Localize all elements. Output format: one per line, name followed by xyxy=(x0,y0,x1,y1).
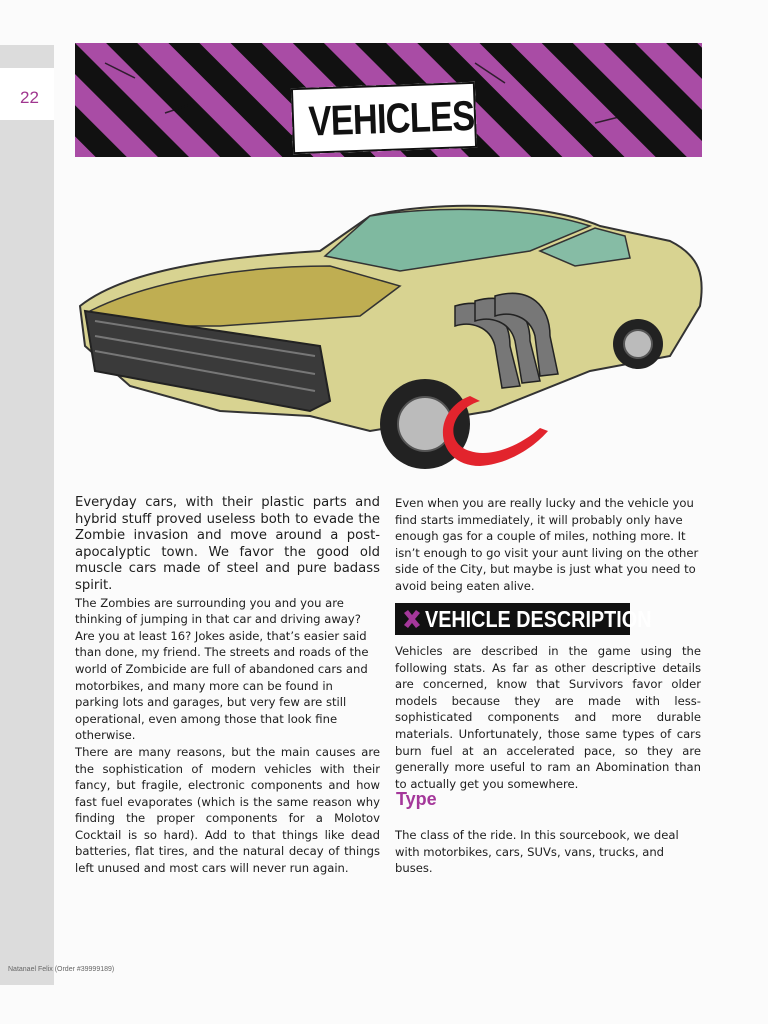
right-column-type xyxy=(395,827,701,877)
body-paragraph: Vehicles are described in the game using the following stats. As far as other descriptive details are concerned, know that Survivors favor older models because they are made with less-sophisticated components and more durable materials. Unfortunately, those same types of cars burn fuel at an accelerated pace, so they are generally more useful to ram an Abomination than to actually get you somewhere. xyxy=(395,644,701,791)
section-heading xyxy=(395,603,652,635)
body-paragraph: There are many reasons, but the main causes are the sophistication of modern vehicles with their fancy, but fragile, electronic components and how fast fuel evaporates (which is the same reason why finding the proper components for a Molotov Cocktail is so hard). Add to that things like dead batteries, flat tires, and the natural decay of things left unused and most cars will never run again. xyxy=(75,744,380,876)
right-column-top xyxy=(395,495,701,595)
intro-paragraph: Everyday cars, with their plastic parts and hybrid stuff proved useless both to evade the Zombie invasion and move around a post-apocalyptic town. We favor the good old muscle cars made of steel and pure badass spirit. xyxy=(75,495,380,593)
page-title: VEHICLES xyxy=(307,91,476,145)
body-paragraph: The Zombies are surrounding you and you are thinking of jumping in that car and driving away? Are you at least 16? Jokes aside, that’s easier said than done, my friend. The streets and roads of the world of Zombicide are full of abandoned cars and motorbikes, and many more can be found in parking lots and garages, but very few are still operational, even among those that look fine otherwise. xyxy=(75,595,369,743)
body-paragraph: The class of the ride. In this sourcebook, we deal with motorbikes, cars, SUVs, vans, trucks, and buses. xyxy=(395,828,679,876)
page-edge-strip xyxy=(0,45,54,985)
footer-watermark: Natanael Felix (Order #39999189) xyxy=(8,966,115,973)
page-number: 22 xyxy=(20,88,39,107)
right-column-description xyxy=(395,643,701,792)
x-mark-icon xyxy=(401,608,423,630)
left-column xyxy=(75,495,380,877)
section-heading-text: VEHICLE DESCRIPTION xyxy=(425,606,652,632)
body-paragraph: Even when you are really lucky and the vehicle you find starts immediately, it will probably only have enough gas for a couple of miles, nothing more. It isn’t enough to go visit your aunt living on the other side of the City, but maybe is just what you need to avoid being eaten alive. xyxy=(395,496,699,593)
car-illustration xyxy=(70,196,710,486)
subheading-type: Type xyxy=(396,789,437,809)
title-box xyxy=(291,82,477,154)
